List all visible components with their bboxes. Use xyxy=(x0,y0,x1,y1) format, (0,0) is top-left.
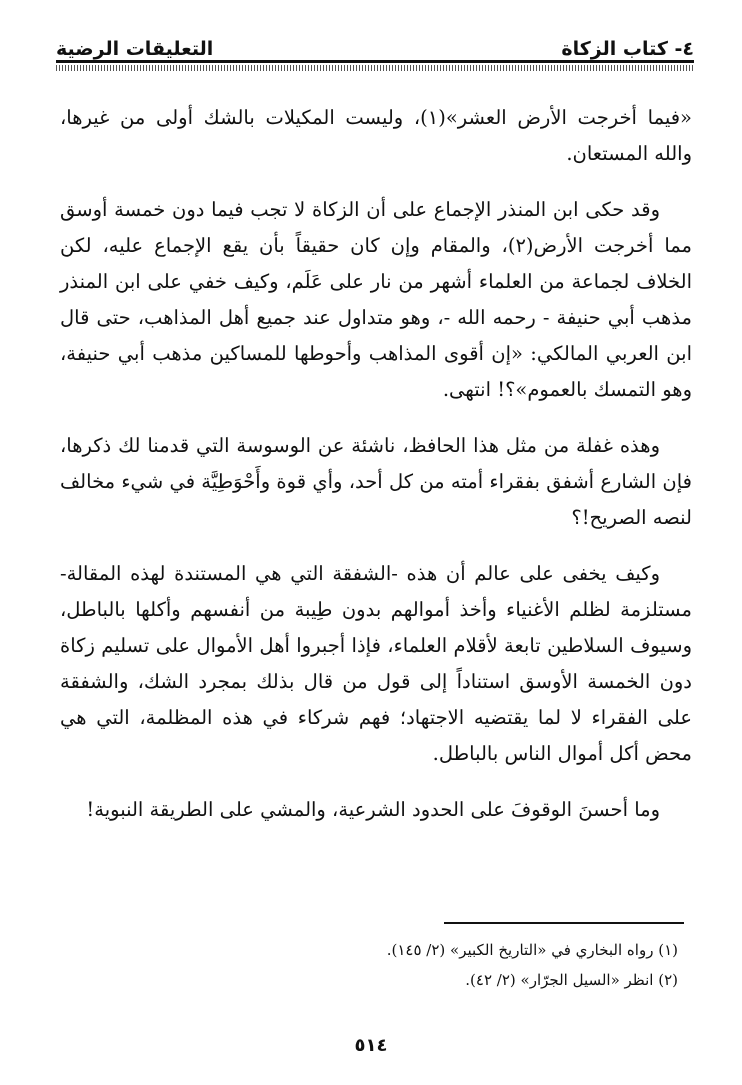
paragraph: «فيما أخرجت الأرض العشر»(١)، وليست المكيلات بالشك أولى من غيرها، والله المستعان. xyxy=(60,106,692,165)
footnote: (٢) انظر «السيل الجرّار» (٢/ ٤٢). xyxy=(465,971,678,989)
header-rule xyxy=(56,60,694,63)
running-header xyxy=(56,28,694,60)
chapter-title: ٤- كتاب الزكاة xyxy=(561,38,694,60)
page-number: ٥١٤ xyxy=(354,1035,388,1056)
paragraph: وقد حكى ابن المنذر الإجماع على أن الزكاة لا تجب فيما دون خمسة أوسق مما أخرجت الأرض(٢)، والمقام وإن كان حقيقاً بأن يقع الإجماع عليه، لكن الخلاف لجماعة من العلماء أشهر من نار على عَلَم، وكيف خفي على ابن المنذر مذهب أبي حنيفة - رحمه الله -، وهو متداول عند جميع أهل المذاهب، حتى قال ابن العربي المالكي: «إن أقوى المذاهب وأحوطها للمساكين مذهب أبي حنيفة، وهو التمسك بالعموم»؟! انتهى. xyxy=(60,198,692,401)
footnotes xyxy=(58,935,678,995)
paragraph: وهذه غفلة من مثل هذا الحافظ، ناشئة عن الوسوسة التي قدمنا لك ذكرها، فإن الشارع أشفق بفقراء أمته من كل أحد، وأي قوة وأَحْوَطِيَّة في شيء مخالف لنصه الصريح!؟ xyxy=(60,434,692,529)
paragraph: وما أحسنَ الوقوفَ على الحدود الشرعية، والمشي على الطريقة النبوية! xyxy=(86,798,660,821)
footnote-rule xyxy=(444,922,684,924)
header-hatch-rule xyxy=(56,65,694,71)
footnote: (١) رواه البخاري في «التاريخ الكبير» (٢/ ١٤٥). xyxy=(386,941,678,959)
book-title: التعليقات الرضية xyxy=(56,38,214,60)
paragraph: وكيف يخفى على عالم أن هذه -الشفقة التي هي المستندة لهذه المقالة- مستلزمة لظلم الأغنياء وأخذ أموالهم بدون طِيبة من أنفسهم وأكلها بالباطل، وسيوف السلاطين تابعة لأقلام العلماء، فإذا أجبروا أهل الأموال على تسليم زكاة دون الخمسة الأوسق استناداً إلى قول من قال بذلك بمجرد الشك، والشفقة على الفقراء لا لما يقتضيه الاجتهاد؛ فهم شركاء في هذه المظلمة، التي هي محض أكل أموال الناس بالباطل. xyxy=(60,562,692,765)
main-text xyxy=(60,100,692,848)
